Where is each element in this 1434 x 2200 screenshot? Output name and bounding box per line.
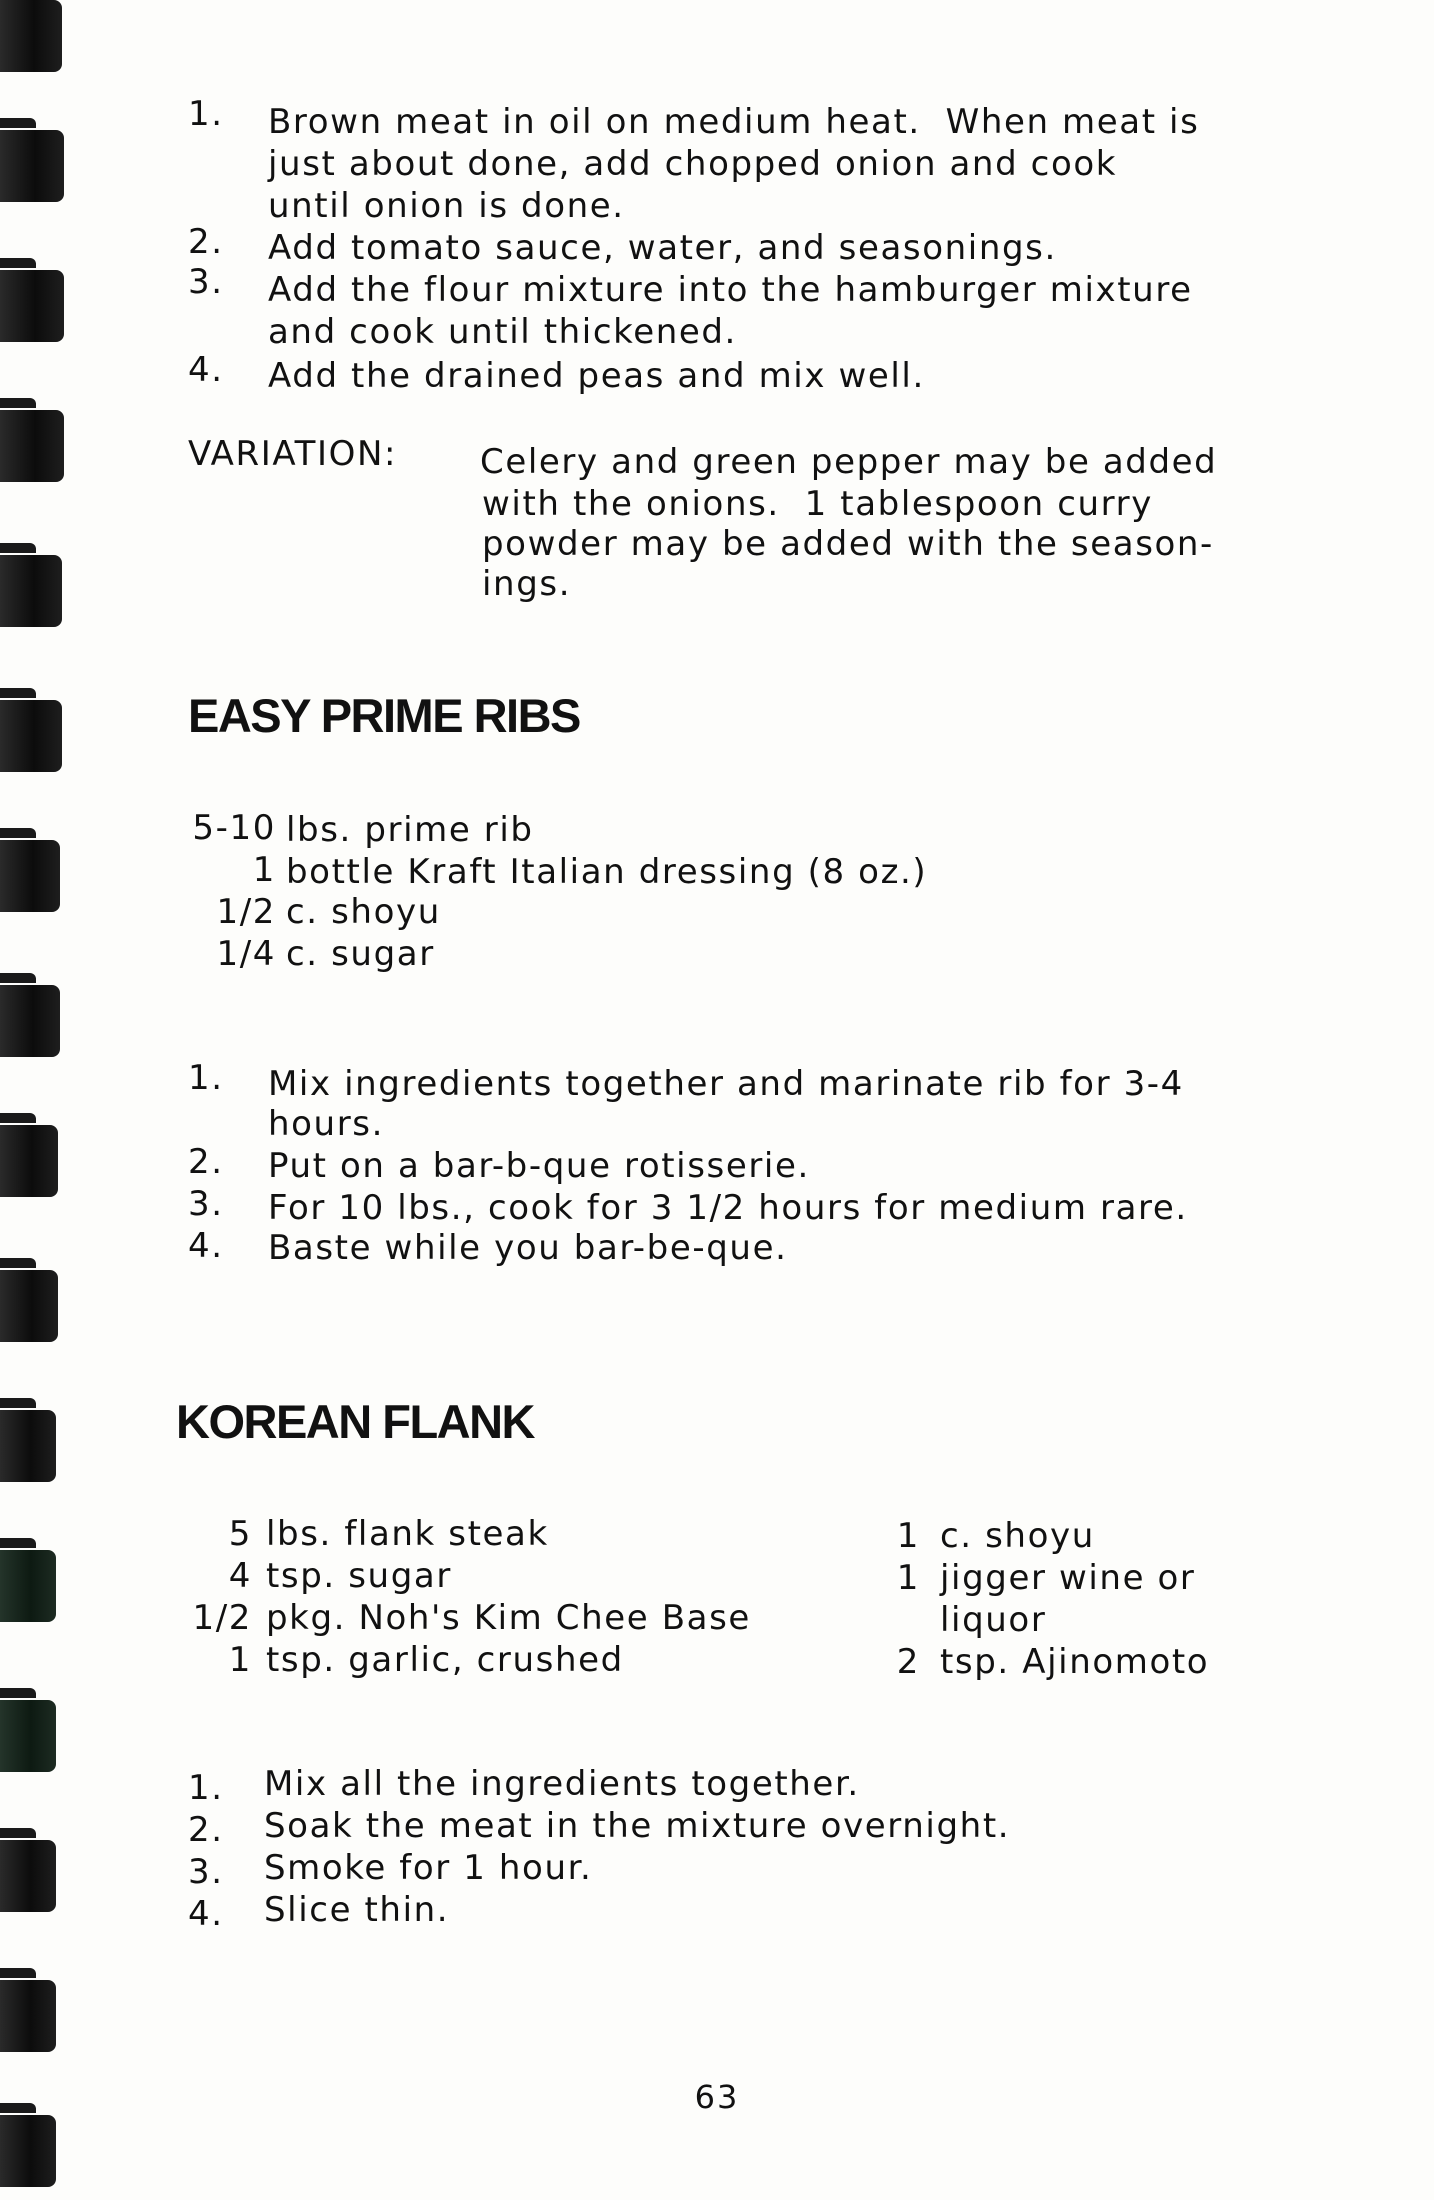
ingredient-qty: 1/2: [216, 892, 276, 932]
step-text-line: Smoke for 1 hour.: [264, 1848, 593, 1888]
binding-ring: [0, 0, 62, 72]
ingredient-text: c. shoyu: [286, 892, 441, 932]
step-text-line: Put on a bar-b-que rotisserie.: [268, 1146, 810, 1186]
step-text-line: Brown meat in oil on medium heat. When meat is: [268, 102, 1200, 142]
ingredient-text: lbs. flank steak: [266, 1514, 549, 1554]
ingredient-text: tsp. sugar: [266, 1556, 452, 1596]
step-number: 3.: [188, 1184, 224, 1224]
variation-text-line: ings.: [482, 564, 572, 604]
step-number: 2.: [188, 1142, 224, 1182]
ingredient-text: lbs. prime rib: [286, 810, 534, 850]
binding-ring: [0, 130, 64, 202]
binding-ring: [0, 1270, 58, 1342]
binding-ring: [0, 1410, 56, 1482]
binding-ring: [0, 985, 60, 1057]
binding-ring: [0, 700, 62, 772]
ingredient-text: jigger wine or: [940, 1558, 1196, 1598]
step-text-line: Soak the meat in the mixture overnight.: [264, 1806, 1011, 1846]
step-number: 3.: [188, 262, 224, 302]
ingredient-qty: 1: [896, 1516, 920, 1556]
variation-label: VARIATION:: [188, 434, 398, 474]
step-text-line: Add the drained peas and mix well.: [268, 356, 925, 396]
ingredient-qty: 4: [228, 1556, 252, 1596]
step-number: 1.: [188, 94, 224, 134]
binding-ring: [0, 410, 64, 482]
step-number: 1.: [188, 1768, 224, 1808]
step-number: 2.: [188, 222, 224, 262]
step-number: 1.: [188, 1058, 224, 1098]
binding-ring: [0, 1550, 56, 1622]
step-number: 4.: [188, 350, 224, 390]
ingredient-qty: 1: [228, 1640, 252, 1680]
step-text-line: For 10 lbs., cook for 3 1/2 hours for medium rare.: [268, 1188, 1188, 1228]
ingredient-qty: 5-10: [192, 808, 276, 848]
recipe-title: KOREAN FLANK: [176, 1395, 534, 1448]
ingredient-qty: 1/4: [216, 934, 276, 974]
binding-ring: [0, 1840, 56, 1912]
ingredient-text: liquor: [940, 1600, 1047, 1640]
ingredient-text: pkg. Noh's Kim Chee Base: [266, 1598, 751, 1638]
ingredient-text: tsp. Ajinomoto: [940, 1642, 1210, 1682]
ingredient-text: tsp. garlic, crushed: [266, 1640, 624, 1680]
step-text-line: Mix ingredients together and marinate rib for 3-4: [268, 1064, 1184, 1104]
page-number: 63: [694, 2078, 740, 2116]
binding-ring: [0, 1125, 58, 1197]
binding-ring: [0, 270, 64, 342]
step-number: 4.: [188, 1894, 224, 1934]
step-text-line: hours.: [268, 1104, 384, 1144]
binding-ring: [0, 555, 62, 627]
spiral-binding: [0, 0, 70, 2200]
step-text-line: Mix all the ingredients together.: [264, 1764, 860, 1804]
step-number: 2.: [188, 1810, 224, 1850]
step-text-line: Slice thin.: [264, 1890, 450, 1930]
ingredient-qty: 1: [252, 850, 276, 890]
ingredient-text: c. shoyu: [940, 1516, 1095, 1556]
ingredient-qty: 2: [896, 1642, 920, 1682]
ingredient-qty: 5: [228, 1514, 252, 1554]
variation-text-line: with the onions. 1 tablespoon curry: [482, 484, 1153, 524]
step-text-line: and cook until thickened.: [268, 312, 737, 352]
step-number: 3.: [188, 1852, 224, 1892]
ingredient-qty: 1: [896, 1558, 920, 1598]
step-text-line: until onion is done.: [268, 186, 625, 226]
variation-text-line: powder may be added with the season-: [482, 524, 1214, 564]
step-text-line: just about done, add chopped onion and cook: [268, 144, 1118, 184]
binding-ring: [0, 2115, 56, 2187]
step-text-line: Add tomato sauce, water, and seasonings.: [268, 228, 1057, 268]
step-text-line: Baste while you bar-be-que.: [268, 1228, 788, 1268]
binding-ring: [0, 1700, 56, 1772]
binding-ring: [0, 840, 60, 912]
variation-text-line: Celery and green pepper may be added: [480, 442, 1218, 482]
ingredient-qty: 1/2: [192, 1598, 252, 1638]
ingredient-text: c. sugar: [286, 934, 435, 974]
binding-ring: [0, 1980, 56, 2052]
recipe-title: EASY PRIME RIBS: [188, 689, 580, 742]
step-text-line: Add the flour mixture into the hamburger mixture: [268, 270, 1193, 310]
step-number: 4.: [188, 1226, 224, 1266]
ingredient-text: bottle Kraft Italian dressing (8 oz.): [286, 852, 928, 892]
